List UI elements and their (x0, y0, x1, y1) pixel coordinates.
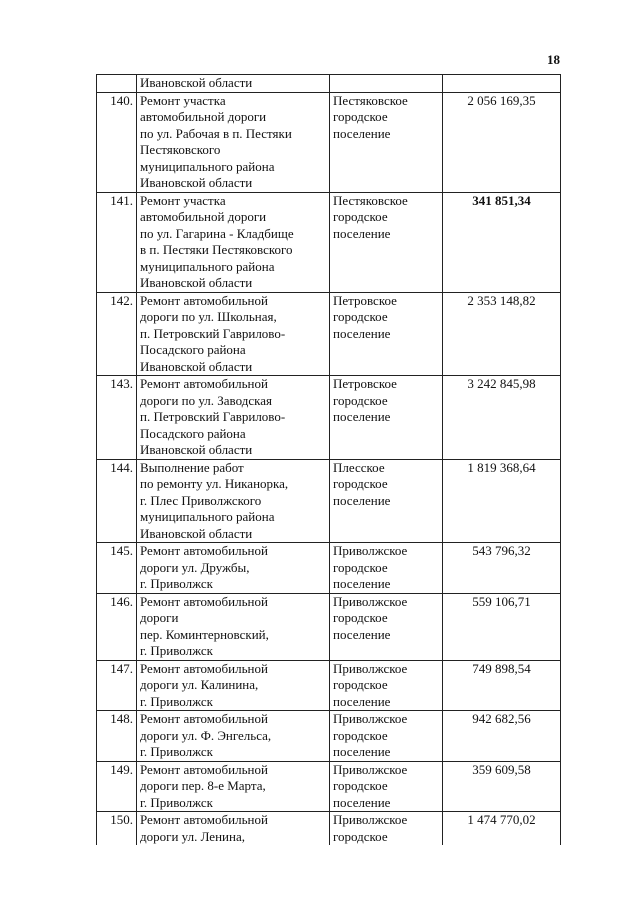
table-row (97, 192, 561, 292)
row-number: 141. (97, 192, 137, 292)
table-row (97, 543, 561, 594)
settlement-name (330, 75, 443, 93)
amount (443, 75, 561, 93)
object-name: Ремонт участка автомобильной дороги по ул. Рабочая в п. Пестяки Пестяковского муниципального района Ивановской области (137, 92, 330, 192)
row-number: 149. (97, 761, 137, 812)
page-number: 18 (547, 52, 560, 67)
object-name: Ремонт участка автомобильной дороги по ул. Гагарина - Кладбище в п. Пестяки Пестяковского муниципального района Ивановской области (137, 192, 330, 292)
amount: 2 353 148,82 (443, 292, 561, 376)
road-repair-table (96, 74, 561, 845)
amount: 749 898,54 (443, 660, 561, 711)
object-name: Ремонт автомобильной дороги ул. Дружбы, г. Приволжск (137, 543, 330, 594)
object-name: Ремонт автомобильной дороги пер. 8-е Марта, г. Приволжск (137, 761, 330, 812)
amount: 2 056 169,35 (443, 92, 561, 192)
object-name: Ремонт автомобильной дороги ул. Калинина, г. Приволжск (137, 660, 330, 711)
settlement-name: Приволжское городское поселение (330, 711, 443, 762)
row-number: 143. (97, 376, 137, 460)
amount: 543 796,32 (443, 543, 561, 594)
row-number (97, 75, 137, 93)
amount: 341 851,34 (443, 192, 561, 292)
row-number: 145. (97, 543, 137, 594)
row-number: 148. (97, 711, 137, 762)
settlement-name: Приволжское городское поселение (330, 543, 443, 594)
table-row (97, 376, 561, 460)
object-name: Ремонт автомобильной дороги по ул. Заводская п. Петровский Гаврилово- Посадского района Ивановской области (137, 376, 330, 460)
table-row (97, 761, 561, 812)
table-row (97, 75, 561, 93)
object-name: Ремонт автомобильной дороги пер. Коминтерновский, г. Приволжск (137, 593, 330, 660)
amount: 3 242 845,98 (443, 376, 561, 460)
settlement-name: Пестяковское городское поселение (330, 192, 443, 292)
settlement-name: Плесское городское поселение (330, 459, 443, 543)
table-row (97, 593, 561, 660)
settlement-name: Петровское городское поселение (330, 292, 443, 376)
settlement-name: Приволжское городское поселение (330, 593, 443, 660)
table-row (97, 292, 561, 376)
row-number: 144. (97, 459, 137, 543)
settlement-name: Приволжское городское поселение (330, 660, 443, 711)
amount: 559 106,71 (443, 593, 561, 660)
table-row (97, 711, 561, 762)
settlement-name: Пестяковское городское поселение (330, 92, 443, 192)
row-number: 150. (97, 812, 137, 846)
table-row (97, 660, 561, 711)
amount: 1 819 368,64 (443, 459, 561, 543)
table-row (97, 92, 561, 192)
settlement-name: Приволжское городское (330, 812, 443, 846)
row-number: 142. (97, 292, 137, 376)
object-name: Ремонт автомобильной дороги ул. Ленина, (137, 812, 330, 846)
object-name: Выполнение работ по ремонту ул. Никанорка, г. Плес Приволжского муниципального района Ивановской области (137, 459, 330, 543)
object-name: Ремонт автомобильной дороги по ул. Школьная, п. Петровский Гаврилово- Посадского района Ивановской области (137, 292, 330, 376)
object-name: Ивановской области (137, 75, 330, 93)
settlement-name: Приволжское городское поселение (330, 761, 443, 812)
amount: 359 609,58 (443, 761, 561, 812)
amount: 1 474 770,02 (443, 812, 561, 846)
amount: 942 682,56 (443, 711, 561, 762)
object-name: Ремонт автомобильной дороги ул. Ф. Энгельса, г. Приволжск (137, 711, 330, 762)
table-row (97, 459, 561, 543)
table-row (97, 812, 561, 846)
row-number: 140. (97, 92, 137, 192)
row-number: 146. (97, 593, 137, 660)
settlement-name: Петровское городское поселение (330, 376, 443, 460)
row-number: 147. (97, 660, 137, 711)
